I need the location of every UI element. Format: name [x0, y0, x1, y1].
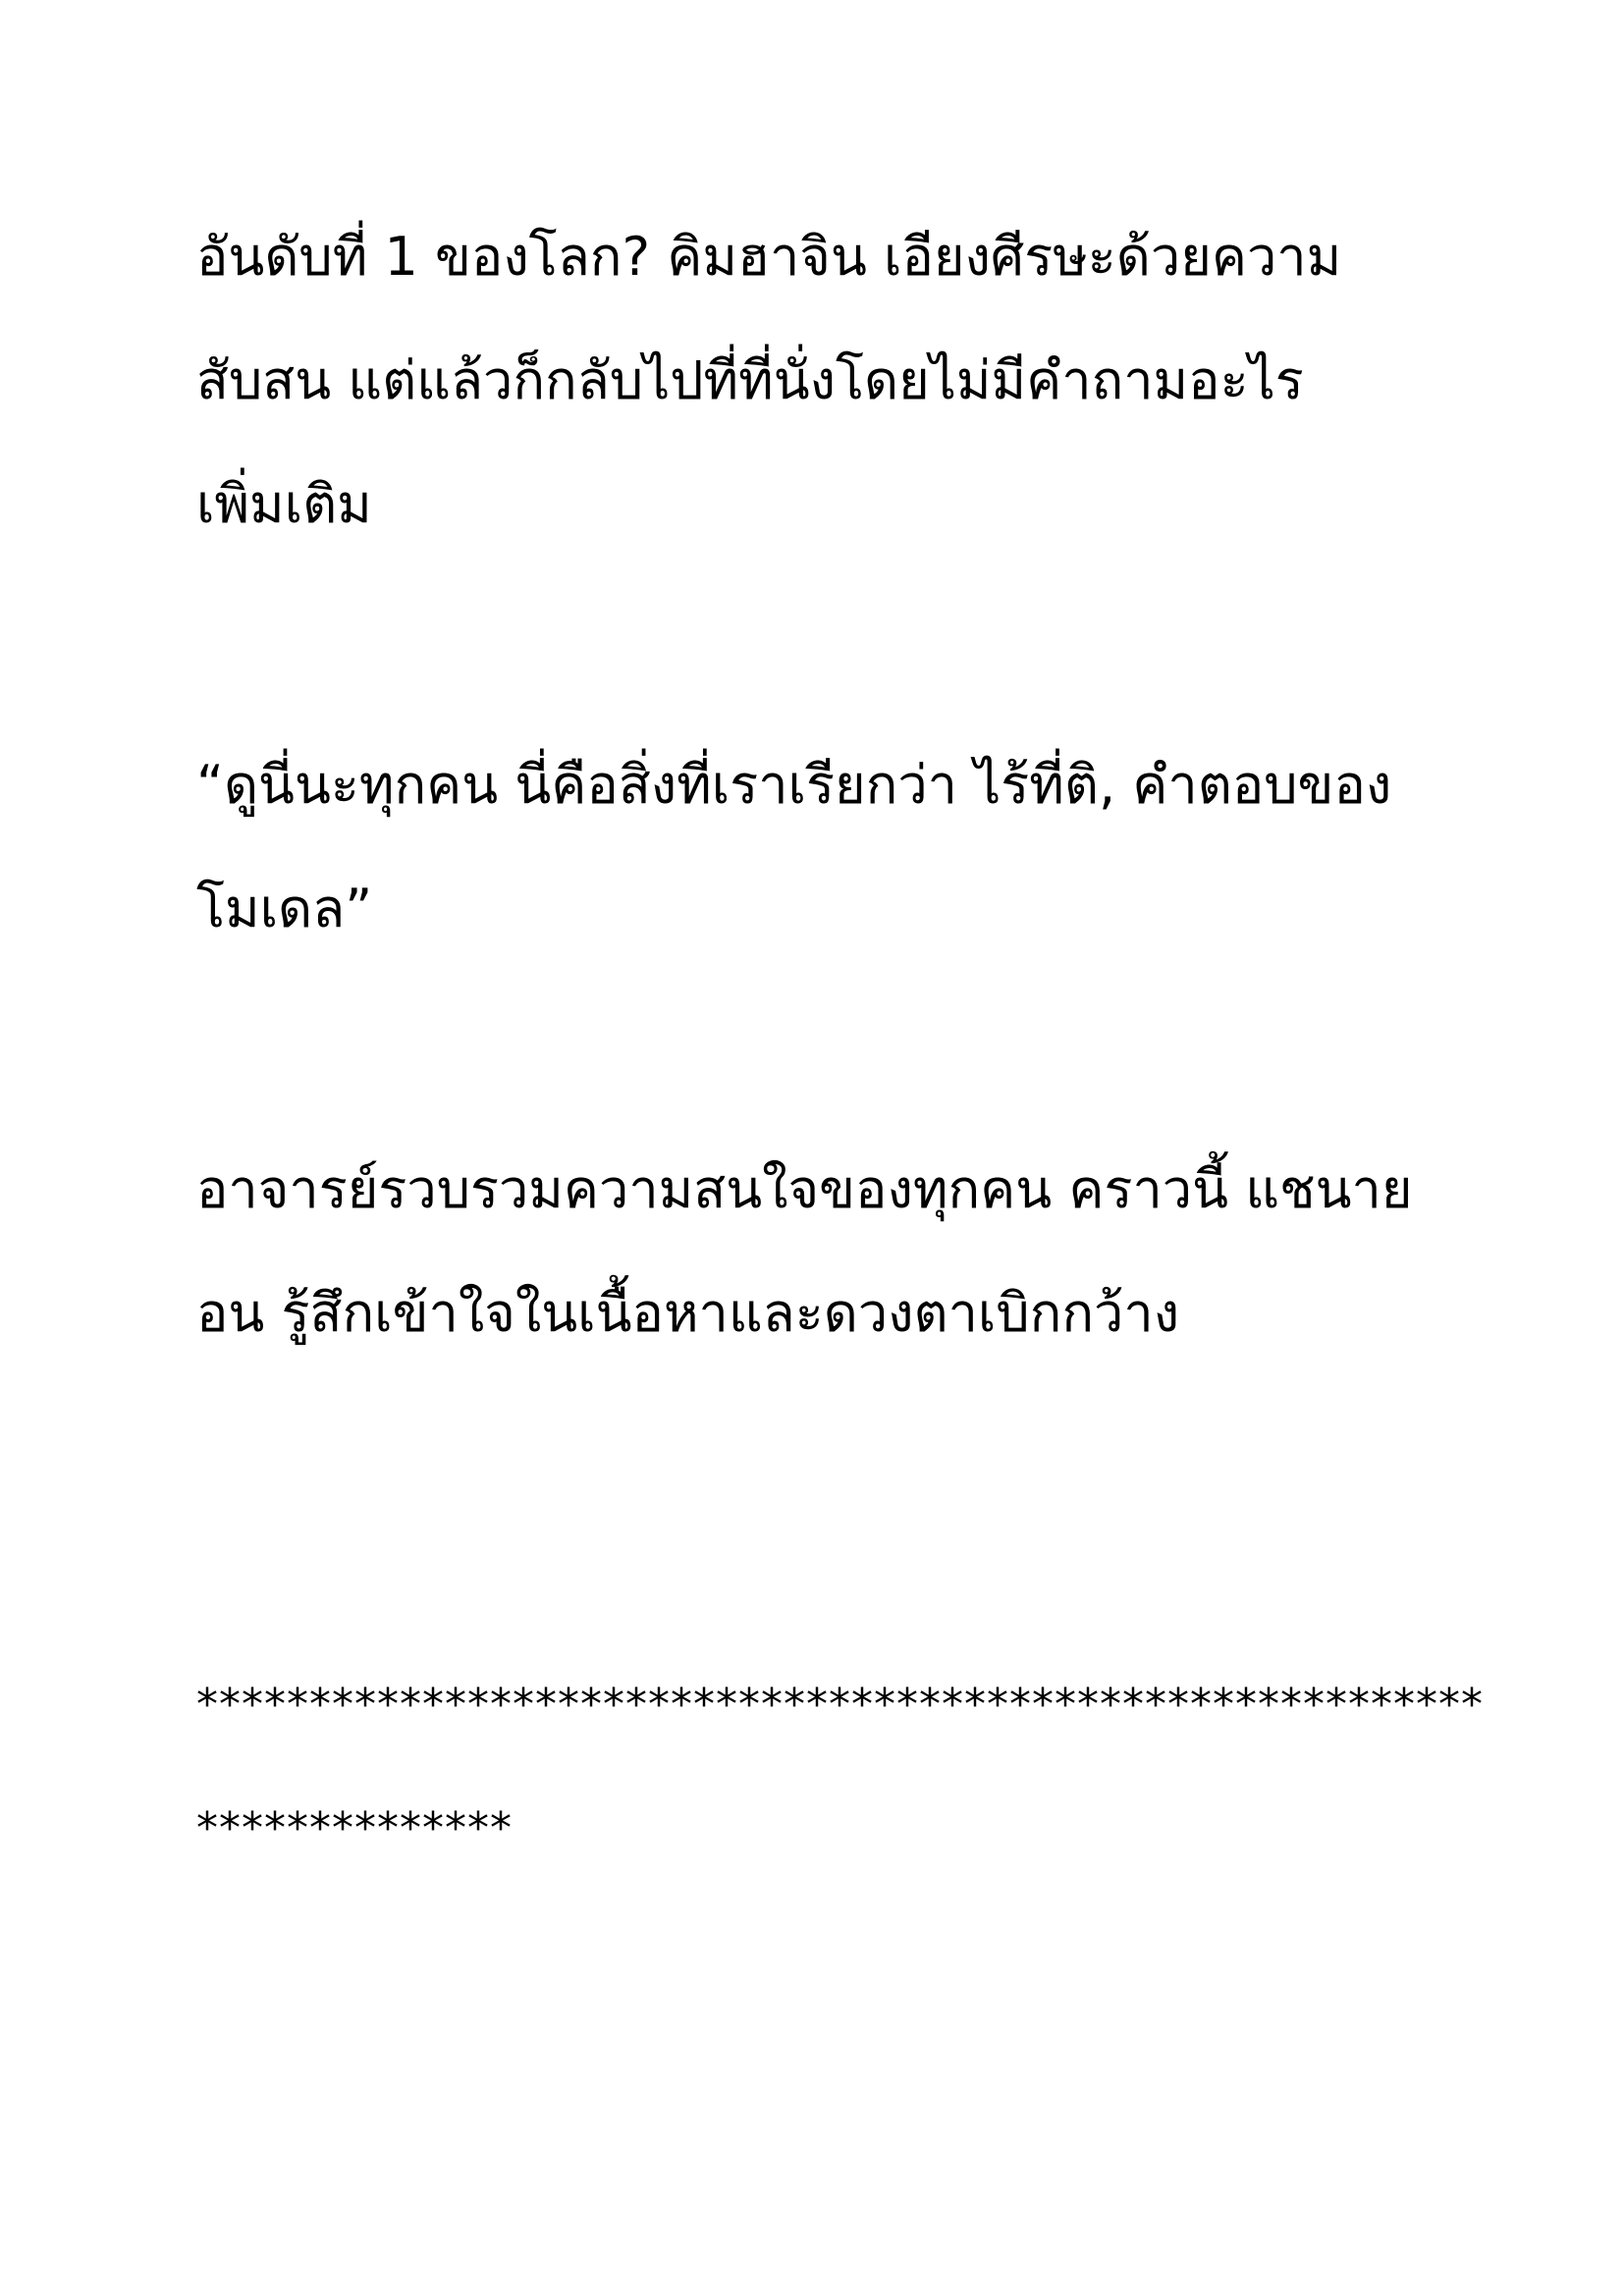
paragraph-3-line-1: อาจารย์รวบรวมความสนใจของทุกคน คราวนี้ แชนาย	[196, 1158, 1413, 1220]
paragraph-1-line-3: เพิ่มเติม	[196, 473, 372, 535]
separator-line-1: *********************************************************	[196, 1680, 1484, 1730]
separator-line-2: **************	[196, 1803, 513, 1853]
paragraph-2-line-2: โมเดล”	[196, 878, 373, 939]
paragraph-1-line-1: อันดับที่ 1 ของโลก? คิมฮาจิน เอียงศีรษะด้วยความ	[196, 226, 1342, 288]
paragraph-3-line-2: อน รู้สึกเข้าใจในเนื้อหาและดวงตาเบิกกว้าง	[196, 1282, 1180, 1344]
paragraph-1-line-2: สับสน แต่แล้วก็กลับไปที่ที่นั่งโดยไม่มีคำถามอะไร	[196, 349, 1304, 411]
paragraph-2-line-1: “ดูนี่นะทุกคน นี่คือสิ่งที่เราเรียกว่า ไร้ที่ติ, คำตอบของ	[196, 754, 1392, 816]
